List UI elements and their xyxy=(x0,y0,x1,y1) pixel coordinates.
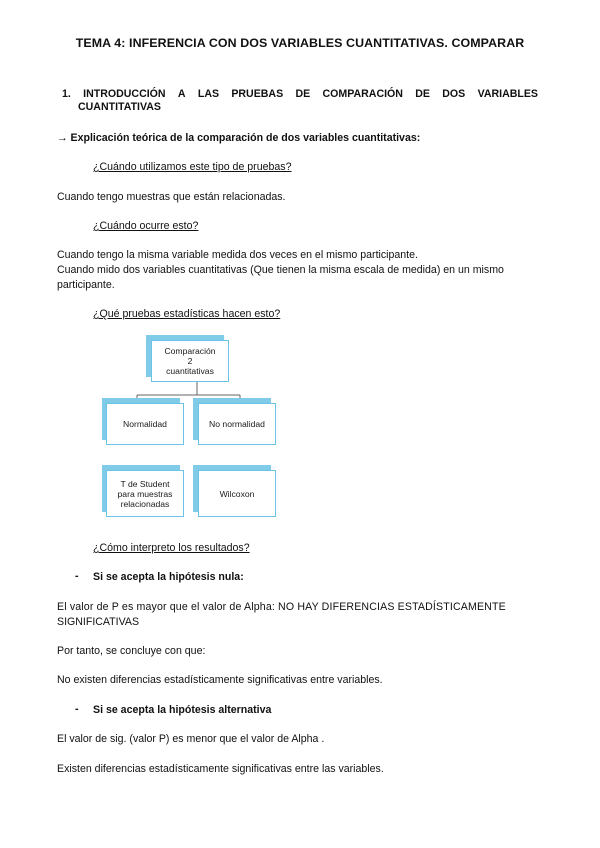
paragraph-therefore: Por tanto, se concluye con que: xyxy=(57,645,206,657)
t-student-label-line: relacionadas xyxy=(120,498,170,509)
paragraph-no-differences: No existen diferencias estadísticamente significativas entre variables. xyxy=(57,674,383,686)
bullet-alternative-hypothesis: Si se acepta la hipótesis alternativa xyxy=(93,704,272,716)
paragraph-differences-exist: Existen diferencias estadísticamente significativas entre las variables. xyxy=(57,763,384,775)
root-label-line: cuantitativas xyxy=(166,366,214,376)
section-number: 1. xyxy=(62,88,71,100)
paragraph-p-less: El valor de sig. (valor P) es menor que el valor de Alpha . xyxy=(57,733,325,745)
answer-line-2: Cuando mido dos variables cuantitativas (Que tienen la misma escala de medida) en un mismo xyxy=(57,264,504,276)
bullet-marker: - xyxy=(75,703,79,715)
question-interpret: ¿Cómo interpreto los resultados? xyxy=(93,542,250,554)
paragraph-p-greater-line-2: SIGNIFICATIVAS xyxy=(57,616,140,628)
bullet-null-hypothesis: Si se acepta la hipótesis nula: xyxy=(93,571,244,583)
page-title: TEMA 4: INFERENCIA CON DOS VARIABLES CUANTITATIVAS. COMPARAR xyxy=(75,36,525,50)
question-which-tests: ¿Qué pruebas estadísticas hacen esto? xyxy=(93,308,281,320)
normalidad-box: Normalidad xyxy=(106,403,184,445)
section-word: A xyxy=(177,88,186,100)
section-word: PRUEBAS xyxy=(231,88,284,100)
no-normalidad-box: No normalidad xyxy=(198,403,276,445)
root-box xyxy=(151,340,229,382)
section-word: LAS xyxy=(197,88,220,100)
t-student-label-line: T de Student xyxy=(120,478,170,489)
answer-when-use: Cuando tengo muestras que están relacionadas. xyxy=(57,191,286,203)
section-word: DE xyxy=(295,88,311,100)
section-word: COMPARACIÓN xyxy=(322,88,403,100)
wilcoxon-box: Wilcoxon xyxy=(198,470,276,517)
paragraph-p-greater-line-1: El valor de P es mayor que el valor de Alpha: NO HAY DIFERENCIAS ESTADÍSTICAMENTE xyxy=(57,601,506,613)
section-word: DE xyxy=(415,88,430,100)
bullet-marker: - xyxy=(75,570,79,582)
section-heading-line-2: CUANTITATIVAS xyxy=(78,101,161,113)
t-student-label-line: para muestras xyxy=(117,488,173,499)
root-label-line: 2 xyxy=(187,356,193,366)
question-when-occurs: ¿Cuándo ocurre esto? xyxy=(93,220,199,232)
arrow-heading: → Explicación teórica de la comparación de dos variables cuantitativas: xyxy=(57,132,421,144)
question-when-use: ¿Cuándo utilizamos este tipo de pruebas? xyxy=(93,161,292,173)
section-word: INTRODUCCIÓN xyxy=(83,88,166,100)
answer-line-3: participante. xyxy=(57,279,115,291)
section-word: VARIABLES xyxy=(477,88,538,100)
section-word: DOS xyxy=(442,88,466,100)
t-student-box xyxy=(106,470,184,517)
answer-line-1: Cuando tengo la misma variable medida dos veces en el mismo participante. xyxy=(57,249,418,261)
root-label-line: Comparación xyxy=(164,346,216,356)
